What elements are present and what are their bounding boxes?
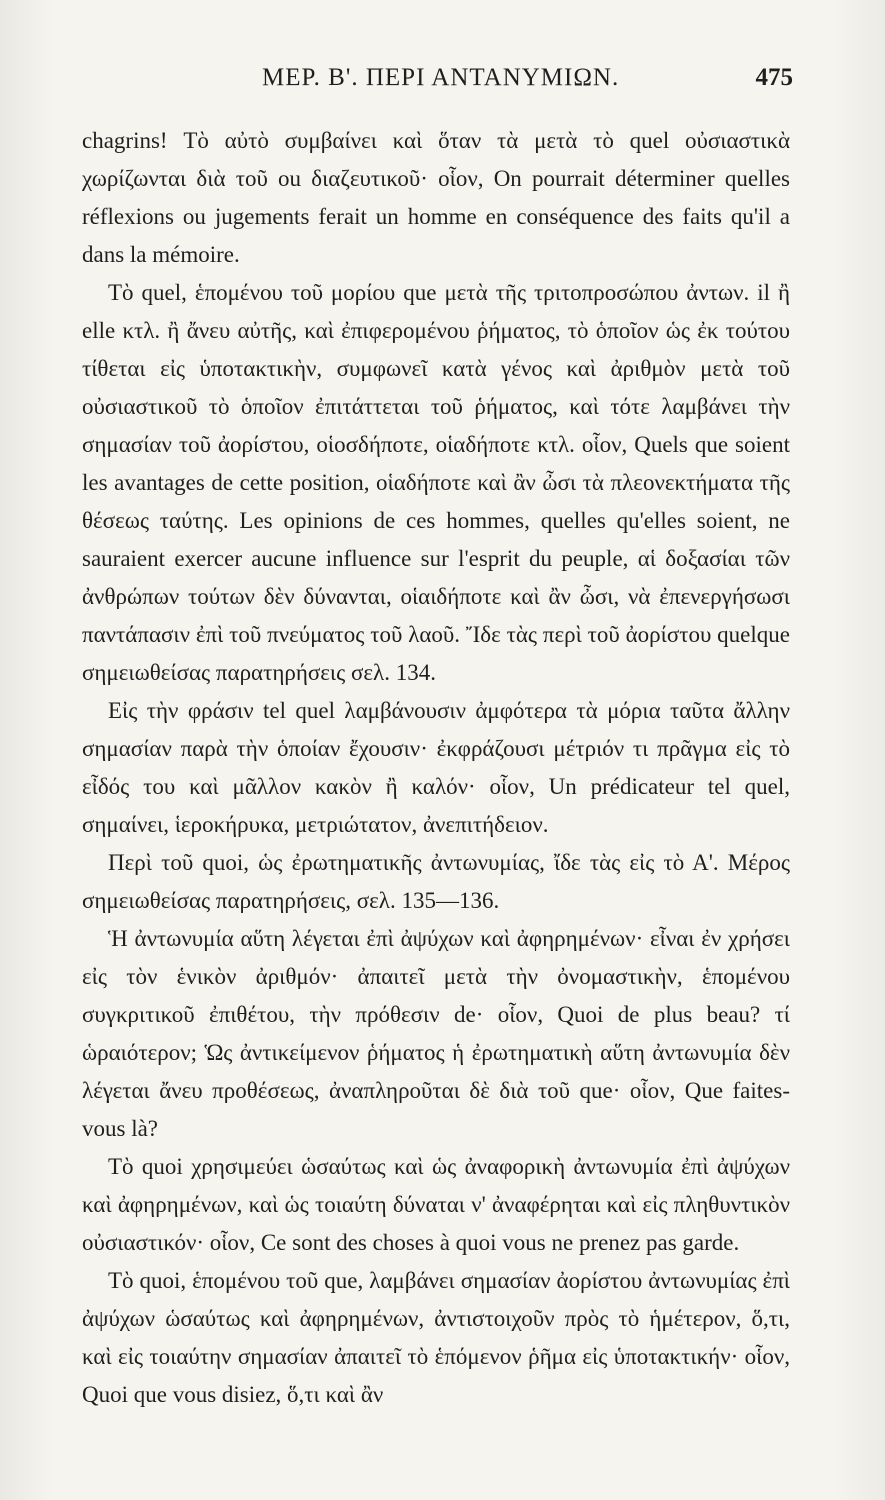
paragraph: chagrins! Τὸ αὐτὸ συμβαίνει καὶ ὅταν τὰ μετὰ τὸ quel οὐσιαστικὰ χωρίζωνται διὰ τοῦ ou διαζευτικοῦ· οἷον, On pourrait déterminer quelles réflexions ou jugements ferait un homme en conséquence des faits qu'il a dans la mémoire.	[82, 128, 790, 267]
page-header	[82, 64, 793, 100]
body-text	[82, 122, 790, 1414]
page-number: 475	[755, 64, 793, 91]
paragraph: Εἰς τὴν φράσιν tel quel λαμβάνουσιν ἀμφότερα τὰ μόρια ταῦτα ἄλλην σημασίαν παρὰ τὴν ὁποίαν ἔχουσιν· ἐκφράζουσι μέτριόν τι πρᾶγμα εἰς τὸ εἶδός του καὶ μᾶλλον κακὸν ἢ καλόν· οἷον, Un prédicateur tel quel, σημαίνει, ἱεροκήρυκα, μετριώτατον, ἀνεπιτήδειον.	[82, 698, 790, 837]
paragraph: Τὸ quoi, ἑπομένου τοῦ que, λαμβάνει σημασίαν ἀορίστου ἀντωνυμίας ἐπὶ ἀψύχων ὡσαύτως καὶ ἀφηρημένων, ἀντιστοιχοῦν πρὸς τὸ ἡμέτερον, ὅ,τι, καὶ εἰς τοιαύτην σημασίαν ἀπαιτεῖ τὸ ἑπόμενον ῥῆμα εἰς ὑποτακτικήν· οἷον, Quoi que vous disiez, ὅ,τι καὶ ἂν	[82, 1268, 790, 1407]
running-head: ΜΕΡ. Β'. ΠΕΡΙ ΑΝΤΑΝΥΜΙΩΝ.	[262, 64, 620, 91]
paragraph: Περὶ τοῦ quoi, ὡς ἐρωτηματικῆς ἀντωνυμίας, ἴδε τὰς εἰς τὸ Α'. Μέρος σημειωθείσας παρατηρήσεις, σελ. 135—136.	[82, 850, 790, 913]
paragraph: Τὸ quel, ἑπομένου τοῦ μορίου que μετὰ τῆς τριτοπροσώπου ἀντων. il ἢ elle κτλ. ἢ ἄνευ αὐτῆς, καὶ ἐπιφερομένου ῥήματος, τὸ ὁποῖον ὡς ἐκ τούτου τίθεται εἰς ὑποτακτικὴν, συμφωνεῖ κατὰ γένος καὶ ἀριθμὸν μετὰ τοῦ οὐσιαστικοῦ τὸ ὁποῖον ἐπιτάττεται τοῦ ῥήματος, καὶ τότε λαμβάνει τὴν σημασίαν τοῦ ἀορίστου, οἱοσδήποτε, οἱαδήποτε κτλ. οἷον, Quels que soient les avantages de cette position, οἱαδήποτε καὶ ἂν ὦσι τὰ πλεονεκτήματα τῆς θέσεως ταύτης. Les opinions de ces hommes, quelles qu'elles soient, ne sauraient exercer aucune influence sur l'esprit du peuple, αἱ δοξασίαι τῶν ἀνθρώπων τούτων δὲν δύνανται, οἱαιδήποτε καὶ ἂν ὦσι, νὰ ἐπενεργήσωσι παντάπασιν ἐπὶ τοῦ πνεύματος τοῦ λαοῦ. Ἴδε τὰς περὶ τοῦ ἀορίστου quelque σημειωθείσας παρατηρήσεις σελ. 134.	[82, 280, 790, 685]
paragraph: Ἡ ἀντωνυμία αὕτη λέγεται ἐπὶ ἀψύχων καὶ ἀφηρημένων· εἶναι ἐν χρήσει εἰς τὸν ἑνικὸν ἀριθμόν· ἀπαιτεῖ μετὰ τὴν ὀνομαστικὴν, ἑπομένου συγκριτικοῦ ἐπιθέτου, τὴν πρόθεσιν de· οἷον, Quoi de plus beau? τί ὡραιότερον; Ὡς ἀντικείμενον ῥήματος ἡ ἐρωτηματικὴ αὕτη ἀντωνυμία δὲν λέγεται ἄνευ προθέσεως, ἀναπληροῦται δὲ διὰ τοῦ que· οἷον, Que faites-vous là?	[82, 926, 790, 1141]
paragraph: Τὸ quoi χρησιμεύει ὡσαύτως καὶ ὡς ἀναφορικὴ ἀντωνυμία ἐπὶ ἀψύχων καὶ ἀφηρημένων, καὶ ὡς τοιαύτη δύναται ν' ἀναφέρηται καὶ εἰς πληθυντικὸν οὐσιαστικόν· οἷον, Ce sont des choses à quoi vous ne prenez pas garde.	[82, 1154, 790, 1255]
